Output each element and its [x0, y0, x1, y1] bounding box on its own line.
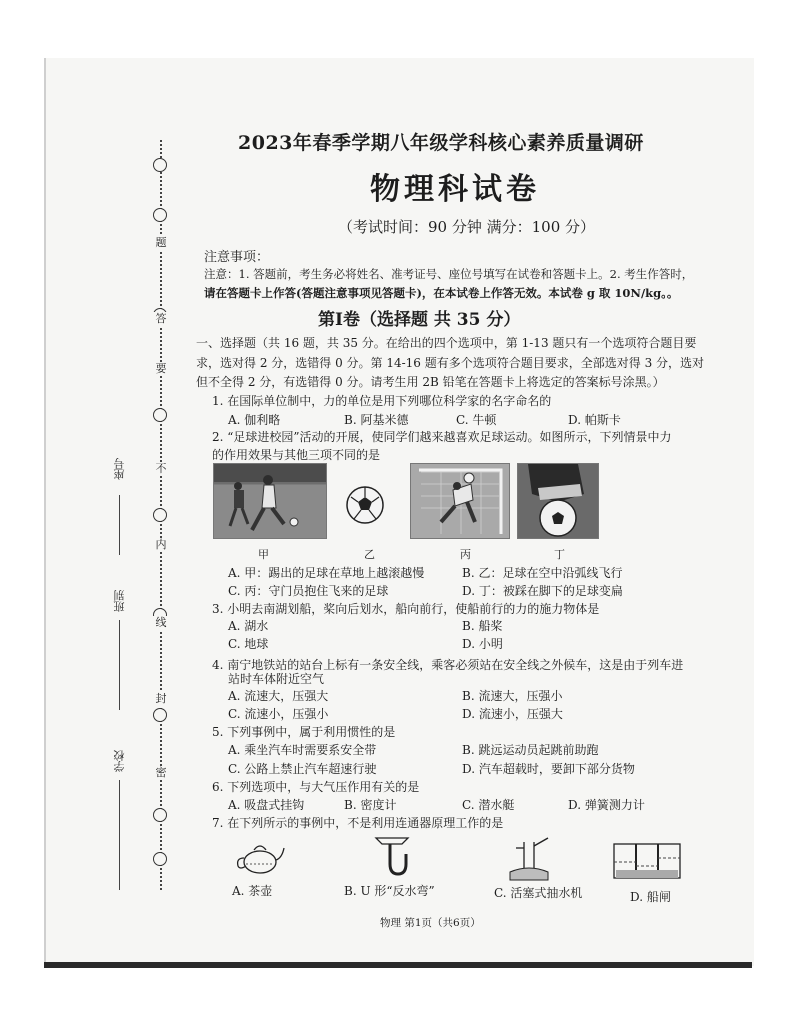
photo-ding — [517, 463, 599, 539]
binding-char: 密 — [151, 766, 171, 780]
school-label: 学校 — [113, 750, 126, 772]
option: C. 牛顿 — [456, 413, 497, 427]
option: B. 乙：足球在空中沿弧线飞行 — [462, 566, 623, 580]
section-intro: 但不全得 2 分，有选错得 0 分。请考生用 2B 铅笔在答题卡上将选定的答案标号涂黑。） — [196, 375, 665, 389]
option: A. 乘坐汽车时需要系安全带 — [228, 743, 377, 757]
binding-char: 答 — [151, 312, 171, 326]
option: A. 伽利略 — [228, 413, 281, 427]
option: C. 公路上禁止汽车超速行驶 — [228, 762, 377, 776]
binding-char: 不 — [151, 462, 171, 476]
class-label: 班别 — [113, 590, 126, 612]
photo-bing — [410, 463, 510, 539]
option: B. 流速大，压强小 — [462, 689, 563, 703]
page-footer: 物理 第1页（共6页） — [380, 917, 481, 929]
class-line — [119, 620, 120, 710]
option: B. U 形“反水弯” — [344, 884, 435, 898]
section-title: 第Ⅰ卷（选择题 共 35 分） — [318, 310, 521, 330]
option: B. 跳远运动员起跳前助跑 — [462, 743, 599, 757]
question-stem: 1. 在国际单位制中，力的单位是用下列哪位科学家的名字命名的 — [212, 394, 552, 408]
option: B. 船桨 — [462, 619, 503, 633]
question-stem: 7. 在下列所示的事例中，不是利用连通器原理工作的是 — [212, 816, 504, 830]
option: A. 吸盘式挂钩 — [228, 798, 305, 812]
question-stem: 5. 下列事例中，属于利用惯性的是 — [212, 725, 396, 739]
option: C. 潜水艇 — [462, 798, 515, 812]
exam-time-info: （考试时间：90 分钟 满分：100 分） — [338, 218, 596, 236]
option: D. 丁：被踩在脚下的足球变扁 — [462, 584, 623, 598]
seat-line — [119, 495, 120, 555]
option: B. 阿基米德 — [344, 413, 409, 427]
notice-line: 请在答题卡上作答(答题注意事项见答题卡)，在本试卷上作答无效。本试卷 g 取 10N/kg。。 — [204, 286, 679, 300]
image-caption: 丙 — [460, 548, 471, 561]
option: D. 帕斯卡 — [568, 413, 621, 427]
option: A. 甲：踢出的足球在草地上越滚越慢 — [228, 566, 425, 580]
option: D. 小明 — [462, 637, 503, 651]
question-stem: 3. 小明去南湖划船，桨向后划水，船向前行，使船前行的力的施力物体是 — [212, 602, 600, 616]
binding-ring — [153, 508, 167, 522]
question-stem: 6. 下列选项中，与大气压作用有关的是 — [212, 780, 420, 794]
question-stem: 4. 南宁地铁站的站台上标有一条安全线，乘客必须站在安全线之外候车，这是由于列车进 — [212, 658, 684, 672]
option: C. 丙：守门员抱住飞来的足球 — [228, 584, 389, 598]
option: C. 地球 — [228, 637, 269, 651]
teapot-figure — [234, 836, 290, 880]
scan-edge — [44, 962, 752, 968]
option: D. 流速小，压强大 — [462, 707, 563, 721]
option: A. 湖水 — [228, 619, 269, 633]
binding-ring — [153, 208, 167, 222]
question-stem: 2. “足球进校园”活动的开展，使同学们越来越喜欢足球运动。如图所示，下列情景中力 — [212, 430, 672, 444]
pump-figure — [504, 832, 554, 886]
option: D. 汽车超载时，要卸下部分货物 — [462, 762, 635, 776]
binding-char: 题 — [151, 236, 171, 250]
section-intro: 求，选对得 2 分，选错得 0 分。第 14-16 题有多个选项符合题目要求，全部选对得 3 分，选对 — [196, 356, 705, 370]
binding-char: 要 — [151, 362, 171, 376]
binding-ring — [153, 158, 167, 172]
notice-line: 注意：1. 答题前，考生务必将姓名、准考证号、座位号填写在试卷和答题卡上。2. 考生作答时， — [204, 267, 694, 281]
question-stem: 站时车体附近空气 — [228, 672, 325, 686]
option: B. 密度计 — [344, 798, 397, 812]
photo-jia — [213, 463, 327, 539]
option: A. 茶壶 — [232, 884, 273, 898]
notice-heading: 注意事项： — [204, 250, 270, 265]
question-stem: 的作用效果与其他三项不同的是 — [212, 448, 381, 462]
image-caption: 丁 — [554, 548, 565, 561]
section-intro: 一、选择题（共 16 题，共 35 分。在给出的四个选项中，第 1-13 题只有一个选项符合题目要 — [196, 336, 697, 350]
image-caption: 甲 — [258, 548, 269, 561]
option: C. 流速小，压强小 — [228, 707, 329, 721]
binding-ring — [153, 408, 167, 422]
photo-yi — [345, 485, 385, 529]
seat-label: 座号 — [113, 458, 126, 480]
binding-char: 线 — [151, 616, 171, 630]
school-line — [119, 780, 120, 890]
option: D. 船闸 — [630, 890, 671, 904]
u-trap-figure — [372, 836, 412, 884]
image-caption: 乙 — [364, 548, 375, 561]
binding-char: 内 — [151, 538, 171, 552]
exam-title: 2023年春季学期八年级学科核心素养质量调研 — [238, 132, 644, 154]
binding-ring — [153, 852, 167, 866]
option: A. 流速大，压强大 — [228, 689, 329, 703]
binding-ring — [153, 808, 167, 822]
lock-figure — [612, 840, 682, 886]
exam-subject: 物理科试卷 — [370, 172, 540, 207]
option: D. 弹簧测力计 — [568, 798, 645, 812]
option: C. 活塞式抽水机 — [494, 886, 583, 900]
binding-char: 封 — [151, 692, 171, 706]
binding-margin — [150, 140, 172, 890]
binding-ring — [153, 708, 167, 722]
